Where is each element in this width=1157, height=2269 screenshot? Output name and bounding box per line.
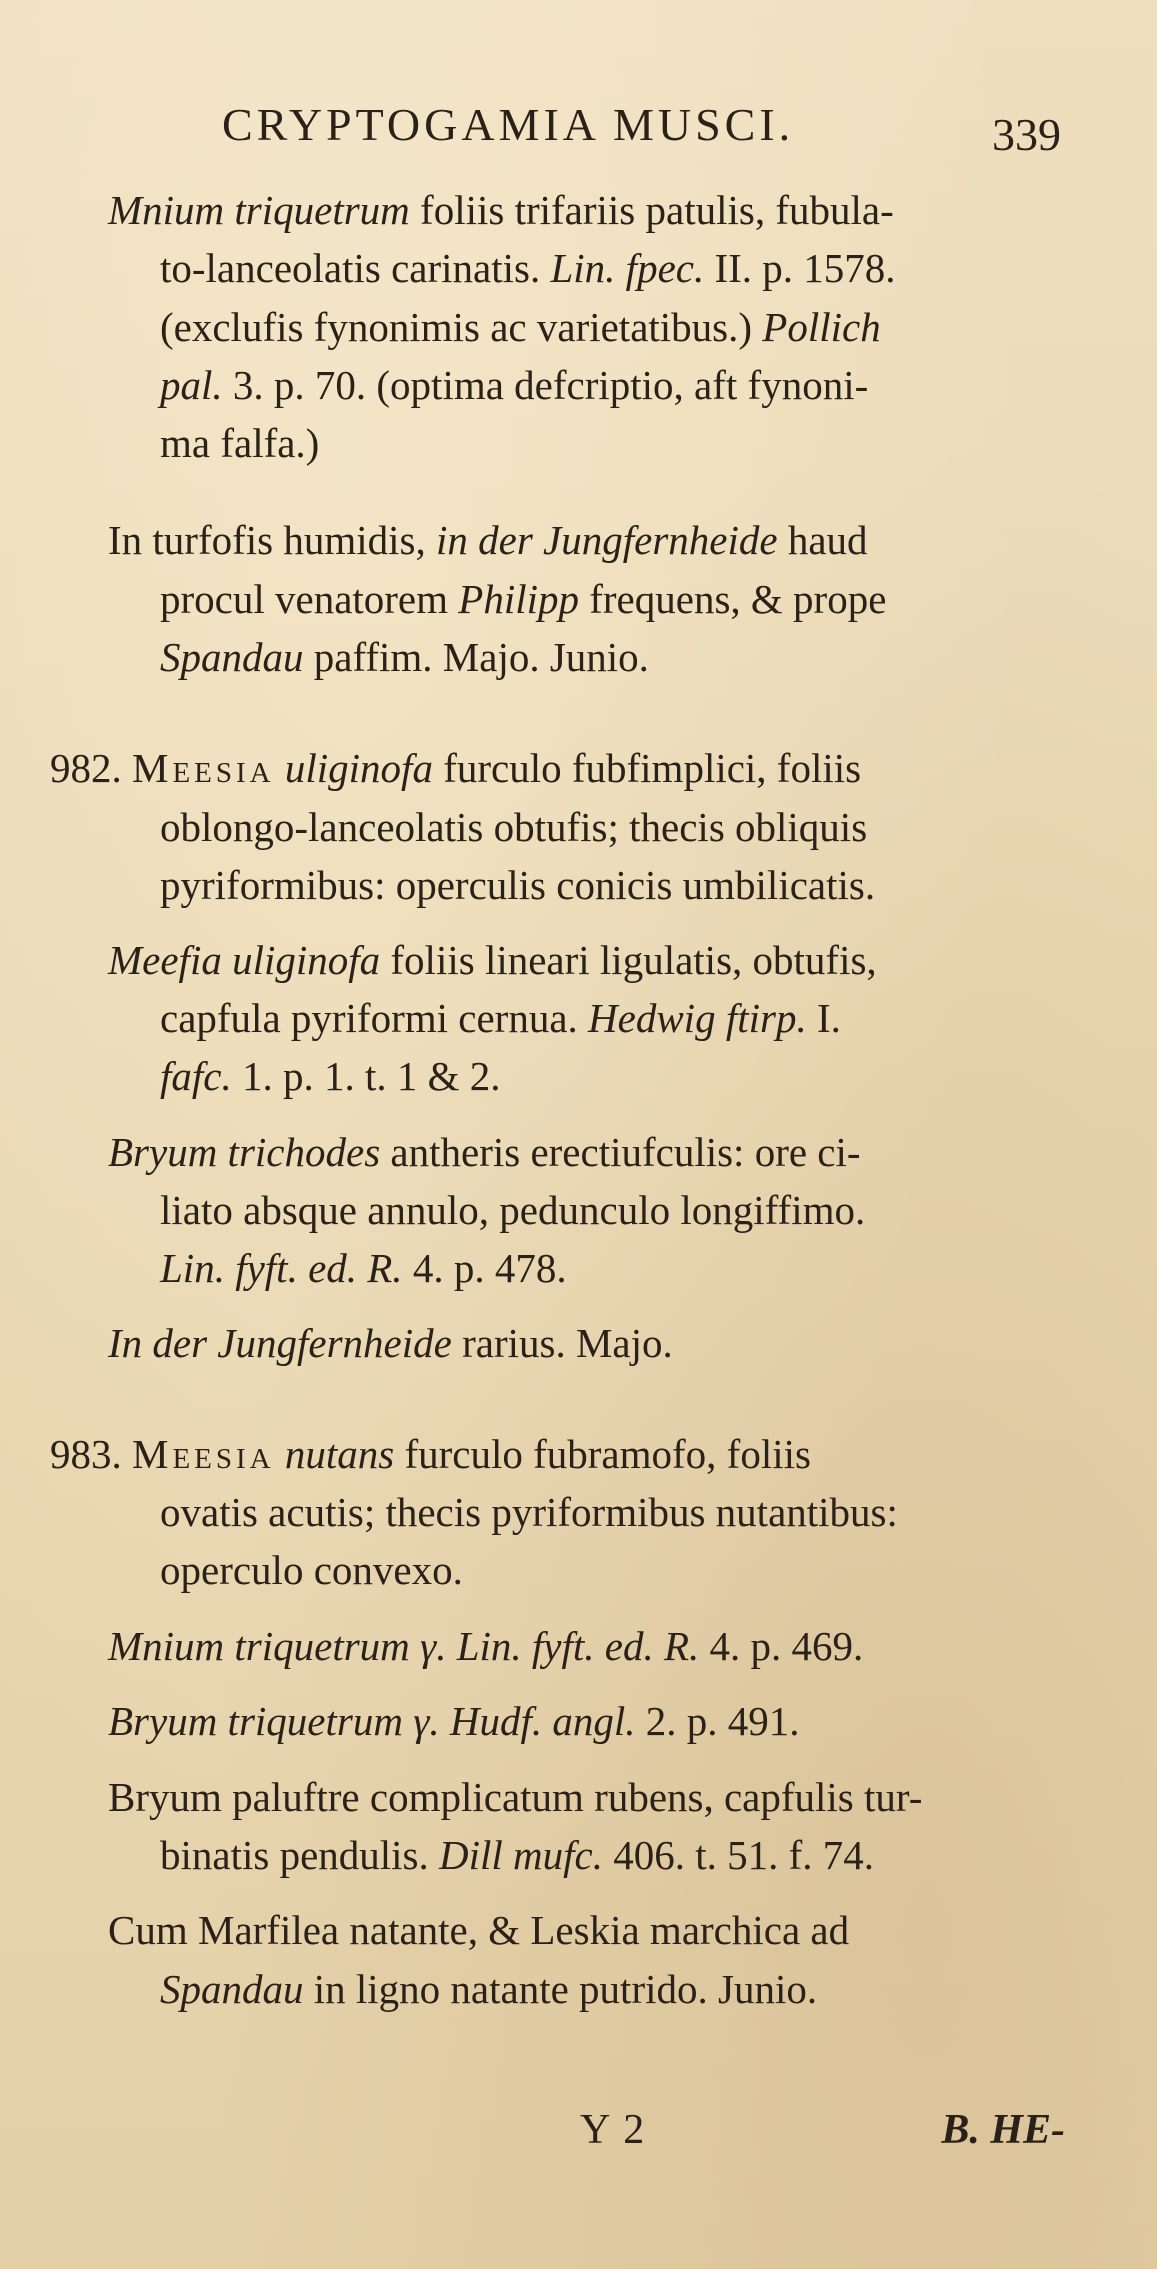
text-run: 4. p. 478. xyxy=(402,1245,567,1291)
text-run: oblongo-lanceolatis obtufis; thecis obliquis xyxy=(160,804,868,850)
text-run: in ligno natante putrido. Junio. xyxy=(303,1966,818,2012)
italic-run: Lin. fpec. xyxy=(550,245,705,291)
italic-run: Mnium triquetrum xyxy=(108,187,410,233)
text-line xyxy=(160,420,320,466)
text-run: 3. p. 70. (optima defcriptio, aft fynoni- xyxy=(222,362,869,408)
italic-run: in der Jungfernheide xyxy=(435,517,778,563)
text-line xyxy=(108,1623,864,1669)
italic-run: Mnium triquetrum γ. Lin. fyft. ed. R. xyxy=(108,1623,700,1669)
italic-run: fafc. xyxy=(160,1053,232,1099)
text-run: antheris erectiufculis: ore ci- xyxy=(380,1129,861,1175)
running-title: CRYPTOGAMIA MUSCI. xyxy=(222,99,795,150)
text-run: paffim. Majo. Junio. xyxy=(303,634,649,680)
text-line xyxy=(160,1053,501,1099)
text-line xyxy=(160,576,887,622)
text-line xyxy=(108,1320,673,1366)
italic-run: Dill mufc. xyxy=(439,1832,603,1878)
italic-run: Hedwig ftirp. xyxy=(588,995,807,1041)
italic-run: Meefia uliginofa xyxy=(108,937,381,983)
text-run xyxy=(275,745,285,791)
text-line xyxy=(160,995,841,1041)
text-run: 982. xyxy=(50,745,132,791)
italic-run: pal. xyxy=(160,362,223,408)
text-run: furculo fubfimplici, foliis xyxy=(432,745,862,791)
text-run: capfula pyriformi cernua. xyxy=(160,995,589,1041)
italic-run: In der Jungfernheide xyxy=(108,1320,452,1366)
italic-run: Lin. fyft. ed. R. xyxy=(160,1245,403,1291)
text-run: ovatis acutis; thecis pyriformibus nutantibus: xyxy=(160,1489,898,1535)
text-line xyxy=(108,517,868,563)
text-run: binatis pendulis. xyxy=(160,1832,440,1878)
text-line xyxy=(160,804,868,850)
text-run: 983. xyxy=(50,1431,132,1477)
text-run: frequens, & prope xyxy=(579,576,887,622)
text-run: haud xyxy=(777,517,868,563)
text-run: (exclufis fynonimis ac varietatibus.) xyxy=(160,304,763,350)
text-line xyxy=(50,745,862,791)
text-line xyxy=(160,862,876,908)
text-run: ma falfa.) xyxy=(160,420,320,466)
text-line xyxy=(160,1187,866,1233)
text-line xyxy=(108,1774,923,1820)
text-run: II. p. 1578. xyxy=(704,245,896,291)
italic-run: Spandau xyxy=(160,1966,304,2012)
text-run: In turfofis humidis, xyxy=(108,517,436,563)
text-run xyxy=(275,1431,285,1477)
page-number: 339 xyxy=(992,109,1061,160)
italic-run: Spandau xyxy=(160,634,304,680)
text-run: liato absque annulo, pedunculo longiffimo. xyxy=(160,1187,866,1233)
genus-name: Meesia xyxy=(132,1431,275,1477)
text-run: Cum Marfilea natante, & Leskia marchica ad xyxy=(108,1907,850,1953)
italic-run: Philipp xyxy=(458,576,579,622)
text-line xyxy=(160,1547,463,1593)
text-run: pyriformibus: operculis conicis umbilicatis. xyxy=(160,862,876,908)
text-line xyxy=(160,1832,875,1878)
italic-run: uliginofa xyxy=(284,745,433,791)
text-run: rarius. Majo. xyxy=(451,1320,673,1366)
text-line xyxy=(160,1489,898,1535)
text-line xyxy=(160,362,869,408)
genus-name: Meesia xyxy=(132,745,275,791)
text-line xyxy=(108,937,877,983)
text-run: I. xyxy=(806,995,841,1041)
text-line xyxy=(160,304,881,350)
catchword: B. HE- xyxy=(941,2107,1065,2153)
text-run: 1. p. 1. t. 1 & 2. xyxy=(231,1053,501,1099)
italic-run: nutans xyxy=(284,1431,395,1477)
text-run: 406. t. 51. f. 74. xyxy=(603,1832,875,1878)
text-run: Bryum paluftre complicatum rubens, capfulis tur- xyxy=(108,1774,923,1820)
italic-run: Bryum trichodes xyxy=(108,1129,381,1175)
text-line xyxy=(108,1698,800,1744)
text-run: 2. p. 491. xyxy=(635,1698,800,1744)
text-line xyxy=(50,1431,811,1477)
italic-run: Bryum triquetrum γ. Hudf. angl. xyxy=(108,1698,636,1744)
text-run: procul venatorem xyxy=(160,576,459,622)
text-run: 4. p. 469. xyxy=(699,1623,864,1669)
italic-run: Pollich xyxy=(762,304,881,350)
signature-mark: Y 2 xyxy=(580,2107,647,2153)
text-line xyxy=(108,187,894,233)
text-run: operculo convexo. xyxy=(160,1547,463,1593)
text-run: to-lanceolatis carinatis. xyxy=(160,245,551,291)
text-line xyxy=(160,245,896,291)
page-header xyxy=(222,98,1061,158)
text-run: foliis trifariis patulis, fubula- xyxy=(409,187,894,233)
text-line xyxy=(160,634,649,680)
text-line xyxy=(108,1907,850,1953)
text-line xyxy=(160,1245,567,1291)
text-run: furculo fubramofo, foliis xyxy=(394,1431,811,1477)
text-line xyxy=(160,1966,818,2012)
text-run: foliis lineari ligulatis, obtufis, xyxy=(380,937,877,983)
text-line xyxy=(108,1129,861,1175)
